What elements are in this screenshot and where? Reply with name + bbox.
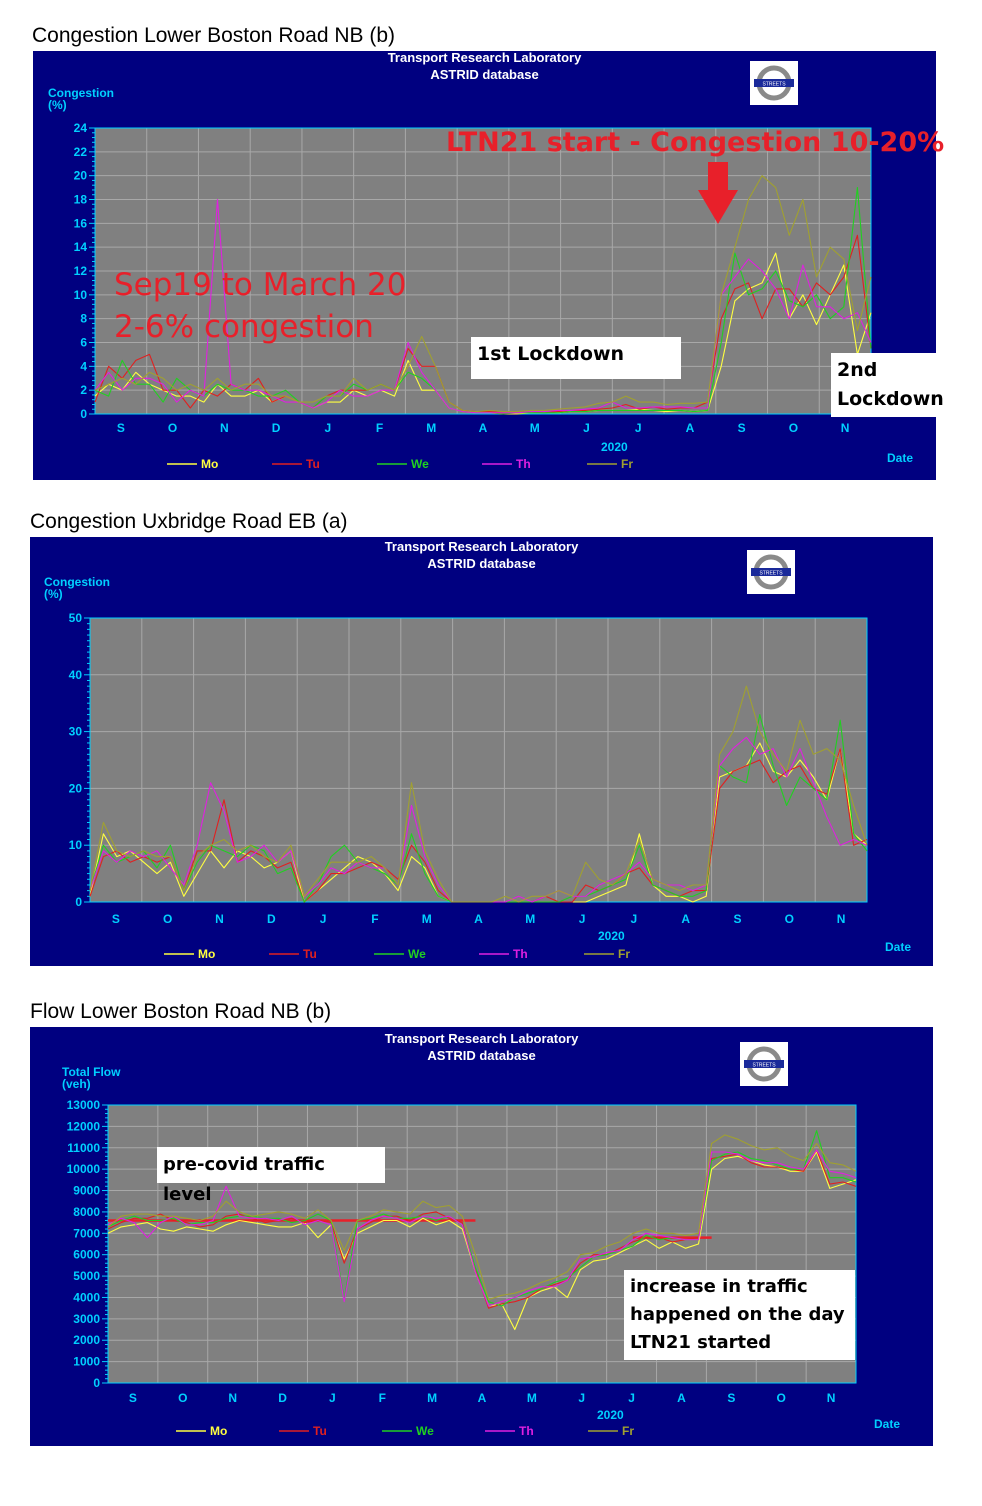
x-tick-label: D [278, 1391, 287, 1405]
legend-label-fr: Fr [622, 1424, 634, 1438]
source-line-2: ASTRID database [427, 556, 536, 571]
y-tick-label: 0 [93, 1376, 100, 1390]
x-tick-label: J [319, 912, 327, 926]
legend-label-th: Th [519, 1424, 534, 1438]
source-line-2: ASTRID database [430, 67, 539, 82]
y-axis-label: Congestion (%) [48, 86, 114, 112]
y-tick-label: 40 [68, 667, 82, 682]
y-tick-label: 12 [73, 264, 87, 278]
legend-label-th: Th [513, 947, 528, 961]
y-tick-label: 2 [80, 383, 87, 398]
y-tick-label: 16 [73, 216, 87, 231]
x-tick-label: J [583, 421, 590, 435]
legend-label-mo: Mo [210, 1424, 228, 1438]
y-tick-label: 6000 [73, 1247, 100, 1262]
y-tick-label: 20 [73, 168, 87, 183]
x-tick-label: M [529, 421, 540, 435]
y-tick-label: 9000 [73, 1183, 100, 1198]
y-tick-label: 5000 [73, 1269, 100, 1284]
x-tick-label: D [271, 421, 281, 435]
legend-label-tu: Tu [303, 947, 317, 961]
x-tick-label: J [634, 421, 642, 435]
legend-label-th: Th [516, 457, 531, 471]
x-tick-label: S [733, 912, 742, 926]
x-tick-label: M [526, 1391, 537, 1405]
y-tick-label: 12000 [66, 1119, 100, 1134]
down-arrow-icon [698, 160, 738, 226]
x-tick-label: J [578, 1391, 586, 1405]
x-tick-label: F [375, 421, 384, 435]
x-tick-label: J [329, 1391, 336, 1405]
x-tick-label: O [788, 421, 799, 435]
y-tick-label: 11000 [67, 1140, 100, 1155]
source-line-1: Transport Research Laboratory [384, 1031, 579, 1046]
x-axis-label: Date [885, 940, 912, 954]
y-tick-label: 18 [73, 192, 87, 207]
x-tick-label: S [116, 421, 125, 435]
legend-label-tu: Tu [313, 1424, 327, 1438]
figure-title-1: Congestion Lower Boston Road NB (b) [32, 24, 396, 47]
annotation-pre-covid: pre-covid traffic level [157, 1147, 385, 1183]
svg-text:STREETS: STREETS [752, 1062, 776, 1069]
y-tick-label: 24 [73, 121, 87, 135]
y-tick-label: 14 [73, 240, 87, 255]
x-tick-label: M [426, 421, 437, 435]
y-tick-label: 10 [73, 287, 87, 302]
y-tick-label: 2000 [73, 1333, 100, 1348]
annotation-ltn-start: LTN21 start - Congestion 10-20% [446, 127, 945, 158]
x-tick-label: M [427, 1391, 438, 1405]
x-tick-label: J [630, 912, 638, 926]
legend-label-mo: Mo [201, 457, 219, 471]
x-tick-label: A [677, 1391, 686, 1405]
y-tick-label: 20 [68, 781, 82, 796]
figure-title-3: Flow Lower Boston Road NB (b) [30, 1000, 332, 1023]
x-tick-label: F [371, 912, 379, 926]
legend-label-fr: Fr [621, 457, 633, 471]
x-tick-label: O [776, 1391, 786, 1405]
x-tick-label: N [836, 912, 846, 926]
x-tick-label: A [685, 421, 695, 435]
chart-svg [30, 537, 933, 966]
x-tick-label: N [219, 421, 229, 435]
legend-label-mo: Mo [198, 947, 216, 961]
figure-title-2: Congestion Uxbridge Road EB (a) [30, 510, 348, 533]
legend-label-we: We [408, 947, 426, 961]
y-tick-label: 3000 [73, 1311, 100, 1326]
x-tick-label: D [266, 912, 276, 926]
y-axis-label: Congestion (%) [44, 575, 110, 601]
x-tick-label: S [111, 912, 120, 926]
x-axis-label: Date [887, 451, 914, 465]
y-tick-label: 7000 [73, 1226, 100, 1241]
annotation-increase: increase in traffic happened on the day LTN21 started [624, 1270, 855, 1360]
y-tick-label: 50 [68, 611, 82, 625]
y-tick-label: 1000 [73, 1354, 100, 1369]
chart-panel-congestion-uxbridge [30, 537, 933, 966]
year-label: 2020 [601, 440, 628, 454]
y-tick-label: 0 [80, 407, 87, 421]
x-tick-label: N [840, 421, 850, 435]
legend-label-we: We [411, 457, 429, 471]
x-tick-label: S [128, 1391, 137, 1405]
annotation-first-lockdown: 1st Lockdown [471, 337, 681, 379]
y-tick-label: 6 [80, 335, 87, 350]
legend-label-tu: Tu [306, 457, 320, 471]
x-tick-label: S [727, 1391, 736, 1405]
x-tick-label: F [378, 1391, 386, 1405]
x-tick-label: N [228, 1391, 238, 1405]
y-tick-label: 10 [68, 838, 82, 853]
annotation-second-lockdown: 2nd Lockdown [831, 353, 937, 417]
x-tick-label: J [578, 912, 586, 926]
y-tick-label: 8 [80, 311, 87, 326]
x-tick-label: J [324, 421, 332, 435]
y-tick-label: 30 [68, 724, 82, 739]
svg-text:STREETS: STREETS [762, 81, 786, 88]
x-tick-label: A [681, 912, 691, 926]
legend-label-we: We [416, 1424, 434, 1438]
source-line-2: ASTRID database [427, 1048, 536, 1063]
x-tick-label: O [167, 421, 178, 435]
x-tick-label: M [525, 912, 536, 926]
y-tick-label: 4 [80, 359, 87, 374]
source-line-1: Transport Research Laboratory [387, 50, 582, 65]
x-tick-label: N [215, 912, 224, 926]
y-tick-label: 4000 [73, 1290, 100, 1305]
y-axis-label: Total Flow (veh) [62, 1065, 121, 1091]
x-tick-label: A [478, 421, 488, 435]
year-label: 2020 [598, 929, 625, 943]
x-tick-label: M [421, 912, 432, 926]
x-tick-label: S [737, 421, 746, 435]
y-tick-label: 10000 [66, 1162, 100, 1177]
y-tick-label: 8000 [73, 1204, 100, 1219]
legend-label-fr: Fr [618, 947, 630, 961]
x-tick-label: J [628, 1391, 635, 1405]
source-line-1: Transport Research Laboratory [384, 539, 579, 554]
svg-text:STREETS: STREETS [759, 570, 783, 577]
x-tick-label: A [477, 1391, 487, 1405]
chart-panel-flow-lower-boston [30, 1027, 933, 1446]
annotation-pre-period: Sep19 to March 20 2-6% congestion [114, 267, 407, 345]
y-tick-label: 22 [73, 144, 87, 159]
x-tick-label: N [826, 1391, 836, 1405]
x-axis-label: Date [874, 1417, 901, 1431]
x-tick-label: O [163, 912, 173, 926]
chart-svg [30, 1027, 933, 1446]
x-tick-label: O [784, 912, 794, 926]
y-tick-label: 0 [75, 895, 82, 909]
y-tick-label: 13000 [66, 1098, 100, 1112]
year-label: 2020 [597, 1408, 624, 1422]
x-tick-label: A [474, 912, 483, 926]
x-tick-label: O [178, 1391, 188, 1405]
